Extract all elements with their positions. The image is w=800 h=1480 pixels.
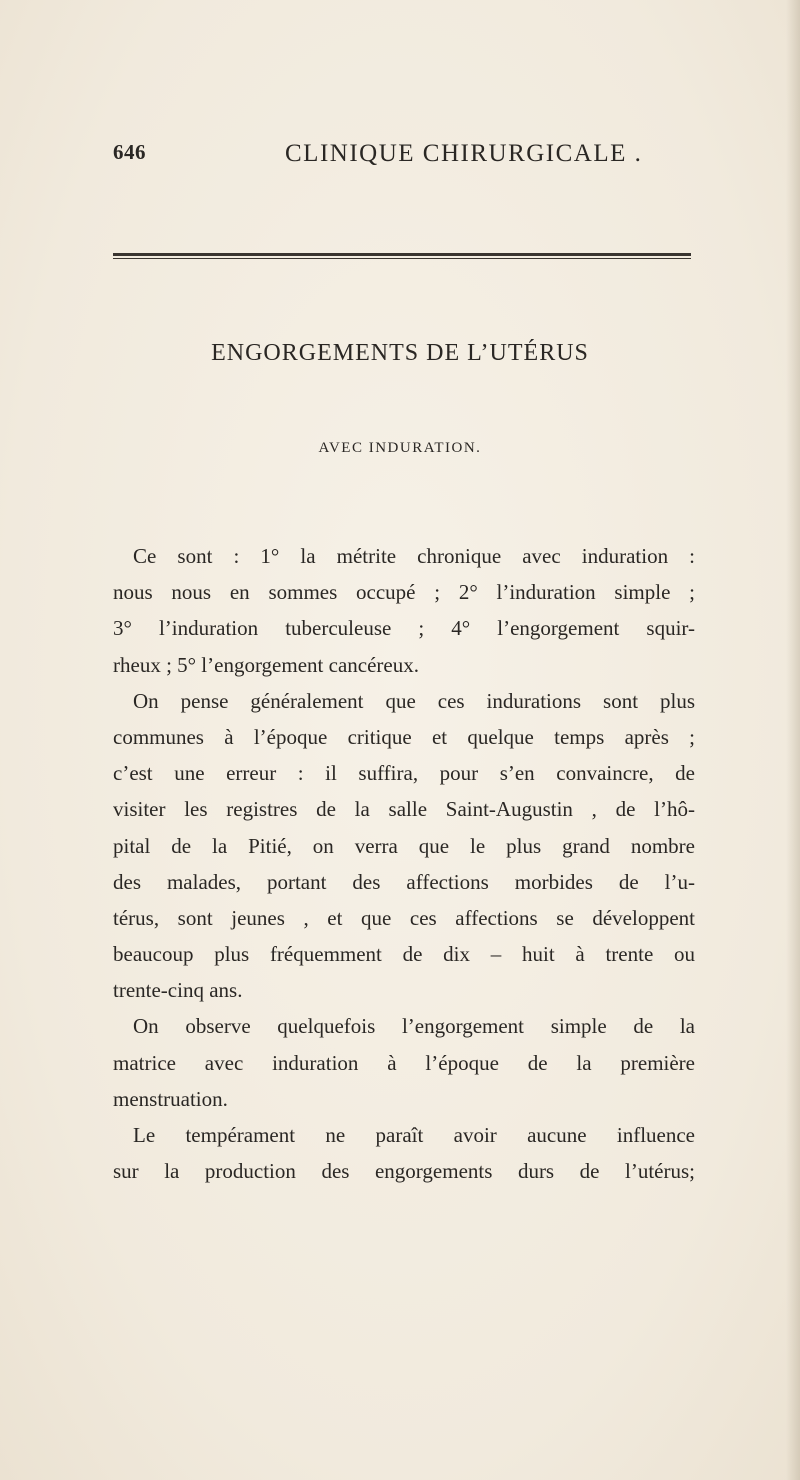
body-text: [113, 538, 695, 1189]
text-line: pital de la Pitié, on verra que le plus grand nombre: [113, 833, 695, 858]
running-title: CLINIQUE CHIRURGICALE .: [285, 140, 643, 167]
text-line: On pense généralement que ces indurations sont plus: [133, 688, 695, 713]
text-line: trente-cinq ans.: [113, 978, 243, 1003]
text-line: Ce sont : 1° la métrite chronique avec induration :: [133, 544, 695, 568]
section-subheading: AVEC INDURATION.: [318, 440, 482, 456]
header-rule-thin: [113, 258, 691, 259]
page-number: 646: [113, 140, 146, 164]
text-line: des malades, portant des affections morbides de l’u-: [113, 869, 695, 894]
text-line: matrice avec induration à l’époque de la première: [113, 1050, 695, 1075]
section-heading: ENGORGEMENTS DE L’UTÉRUS: [211, 340, 589, 366]
text-line: Le tempérament ne paraît avoir aucune influence: [133, 1123, 695, 1147]
text-line: térus, sont jeunes , et que ces affections se développent: [113, 905, 695, 930]
text-line: 3° l’induration tuberculeuse ; 4° l’engorgement squir-: [113, 616, 695, 641]
text-line: visiter les registres de la salle Saint-Augustin , de l’hô-: [113, 797, 695, 822]
text-line: communes à l’époque critique et quelque temps après ;: [113, 724, 695, 749]
text-line: c’est une erreur : il suffira, pour s’en convaincre, de: [113, 761, 695, 786]
text-line: On observe quelquefois l’engorgement simple de la: [133, 1014, 695, 1039]
text-line: beaucoup plus fréquemment de dix – huit à trente ou: [113, 942, 695, 967]
text-line: nous nous en sommes occupé ; 2° l’induration simple ;: [113, 580, 695, 605]
running-head: [113, 140, 713, 180]
text-line: rheux ; 5° l’engorgement cancéreux.: [113, 652, 419, 677]
text-line: menstruation.: [113, 1086, 228, 1111]
page-edge-shadow: [786, 0, 800, 1480]
text-line: sur la production des engorgements durs de l’utérus;: [113, 1159, 695, 1184]
header-rule-thick: [113, 253, 691, 256]
header-rule: [113, 253, 691, 259]
